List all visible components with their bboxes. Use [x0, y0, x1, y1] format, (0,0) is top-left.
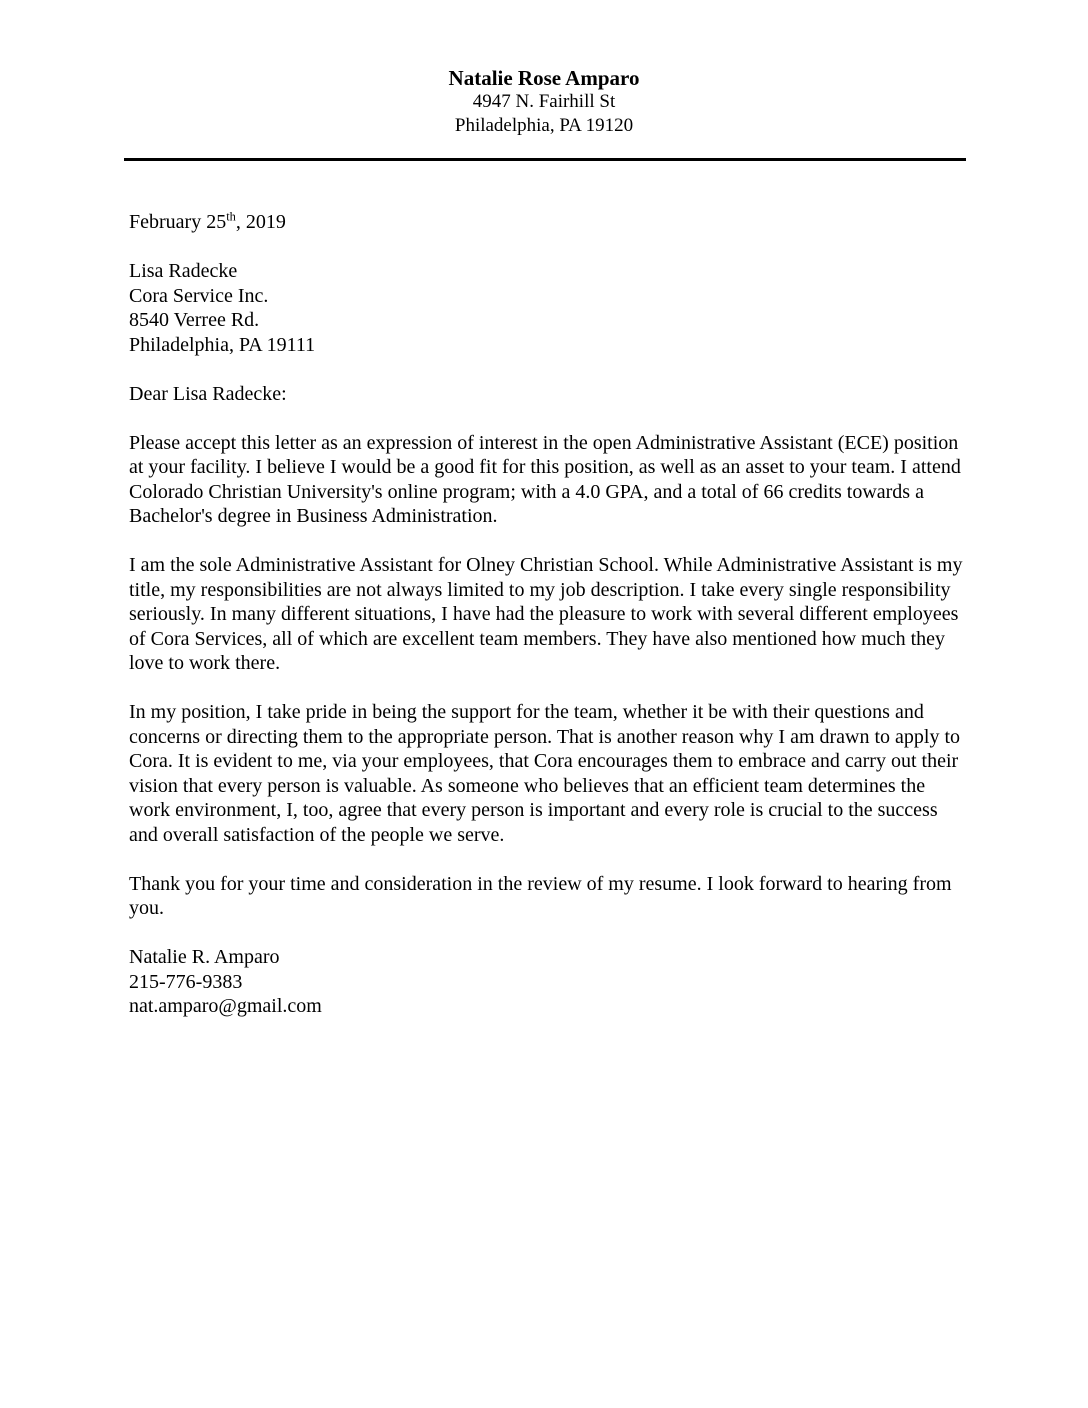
letter-body	[129, 210, 968, 1019]
signature-block	[129, 945, 968, 1019]
paragraph-introduction: Please accept this letter as an expression of interest in the open Administrative Assistant (ECE) position at your facility. I believe I would be a good fit for this position, as well as an asset to your team. I attend Colorado Christian University's online program; with a 4.0 GPA, and a total of 66 credits towards a Bachelor's degree in Business Administration.	[129, 431, 961, 527]
recipient-city-state-zip: Philadelphia, PA 19111	[129, 333, 316, 356]
sender-address-line2: Philadelphia, PA 19120	[454, 115, 634, 136]
salutation: Dear Lisa Radecke:	[129, 382, 287, 405]
signature-name: Natalie R. Amparo	[129, 946, 280, 968]
paragraph-experience: I am the sole Administrative Assistant for Olney Christian School. While Administrative Assistant is my title, my responsibilities are not always limited to my job description. I take every single responsibility seriously. In many different situations, I have had the pleasure to work with several different employees of Cora Services, all of which are excellent team members. They have also mentioned how much they love to work there.	[129, 554, 963, 674]
recipient-address-block	[129, 259, 968, 357]
sender-name: Natalie Rose Amparo	[448, 66, 640, 90]
paragraph-motivation: In my position, I take pride in being the support for the team, whether it be with their questions and concerns or directing them to the appropriate person. That is another reason why I am drawn to apply to Cora. It is evident to me, via your employees, that Cora encourages them to embrace and carry out their vision that every person is valuable. As someone who believes that an efficient team determines the work environment, I, too, agree that every person is important and every role is crucial to the success and overall satisfaction of the people we serve.	[129, 701, 961, 846]
letterhead	[0, 0, 1088, 138]
recipient-name: Lisa Radecke	[129, 260, 238, 282]
recipient-company: Cora Service Inc.	[129, 284, 269, 307]
date-year: , 2019	[235, 211, 286, 233]
signature-email: nat.amparo@gmail.com	[129, 995, 322, 1017]
sender-address-line1: 4947 N. Fairhill St	[472, 91, 616, 112]
date-line	[129, 210, 968, 235]
date-ordinal-suffix: th	[226, 209, 236, 224]
paragraph-closing: Thank you for your time and consideration in the review of my resume. I look forward to hearing from you.	[129, 872, 952, 919]
recipient-street: 8540 Verree Rd.	[129, 309, 260, 331]
letterhead-divider	[124, 158, 966, 161]
signature-phone: 215-776-9383	[129, 970, 243, 993]
date-day: February 25	[129, 211, 227, 233]
